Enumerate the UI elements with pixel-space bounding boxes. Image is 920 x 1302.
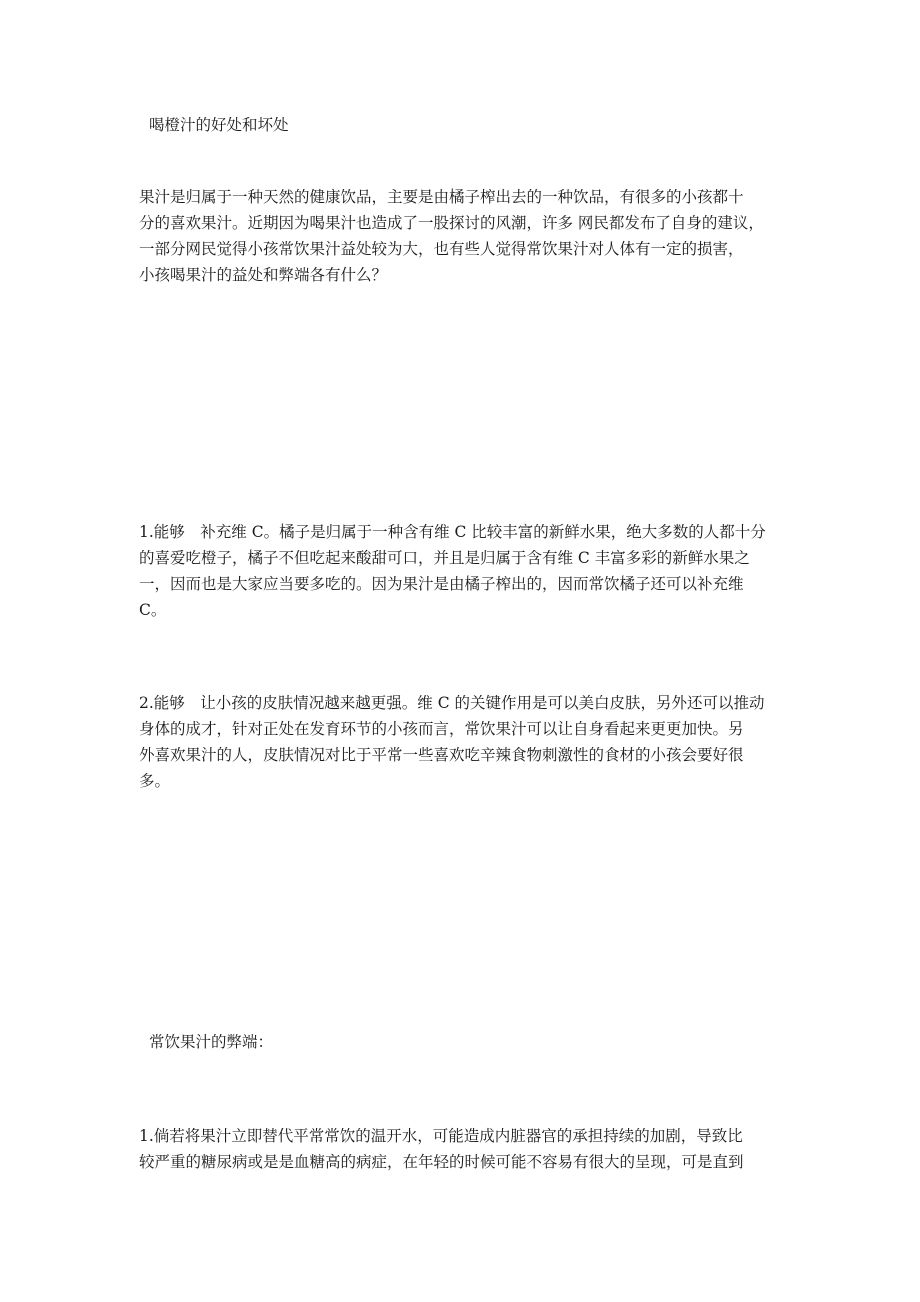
disadvantage-1-line: 较严重的糖尿病或是是血糖高的病症，在年轻的时候可能不容易有很大的呈现，可是直到 [139, 1153, 744, 1171]
advantage-2-line: 2.能够 让小孩的皮肤情况越来越更强。维 C 的关键作用是可以美白皮肤，另外还可以推动 [139, 694, 765, 712]
advantage-2-line: 多。 [139, 772, 171, 790]
advantage-paragraph-1 [139, 519, 789, 623]
advantage-2-line: 身体的成才，针对正处在发育环节的小孩而言，常饮果汁可以让自身看起来更更加快。另 [139, 720, 744, 738]
title-text: 喝橙汁的好处和坏处 [149, 116, 289, 134]
advantage-1-line: C。 [139, 601, 167, 619]
advantage-1-line: 1.能够 补充维 C。橘子是归属于一种含有维 C 比较丰富的新鲜水果，绝大多数的人都十分 [139, 523, 766, 541]
advantage-1-line: 的喜爱吃橙子，橘子不但吃起来酸甜可口，并且是归属于含有维 C 丰富多彩的新鲜水果之 [139, 549, 750, 567]
intro-line: 小孩喝果汁的益处和弊端各有什么？ [139, 266, 388, 284]
advantage-paragraph-2 [139, 690, 789, 794]
intro-paragraph [139, 184, 789, 288]
disadvantage-1-line: 1.倘若将果汁立即替代平常常饮的温开水，可能造成内脏器官的承担持续的加剧，导致比 [139, 1127, 743, 1145]
disadvantage-heading [149, 1029, 799, 1055]
advantage-2-line: 外喜欢果汁的人，皮肤情况对比于平常一些喜欢吃辛辣食物刺激性的食材的小孩会要好很 [139, 746, 744, 764]
disadvantage-heading-text: 常饮果汁的弊端： [149, 1033, 274, 1051]
disadvantage-paragraph-1 [139, 1123, 789, 1175]
document-title [149, 112, 799, 138]
intro-line: 一部分网民觉得小孩常饮果汁益处较为大，也有些人觉得常饮果汁对人体有一定的损害， [139, 240, 744, 258]
intro-line: 果汁是归属于一种天然的健康饮品，主要是由橘子榨出去的一种饮品，有很多的小孩都十 [139, 188, 744, 206]
intro-line: 分的喜欢果汁。近期因为喝果汁也造成了一股探讨的风潮，许多 网民都发布了自身的建议， [139, 214, 764, 232]
advantage-1-line: 一，因而也是大家应当要多吃的。因为果汁是由橘子榨出的，因而常饮橘子还可以补充维 [139, 575, 744, 593]
